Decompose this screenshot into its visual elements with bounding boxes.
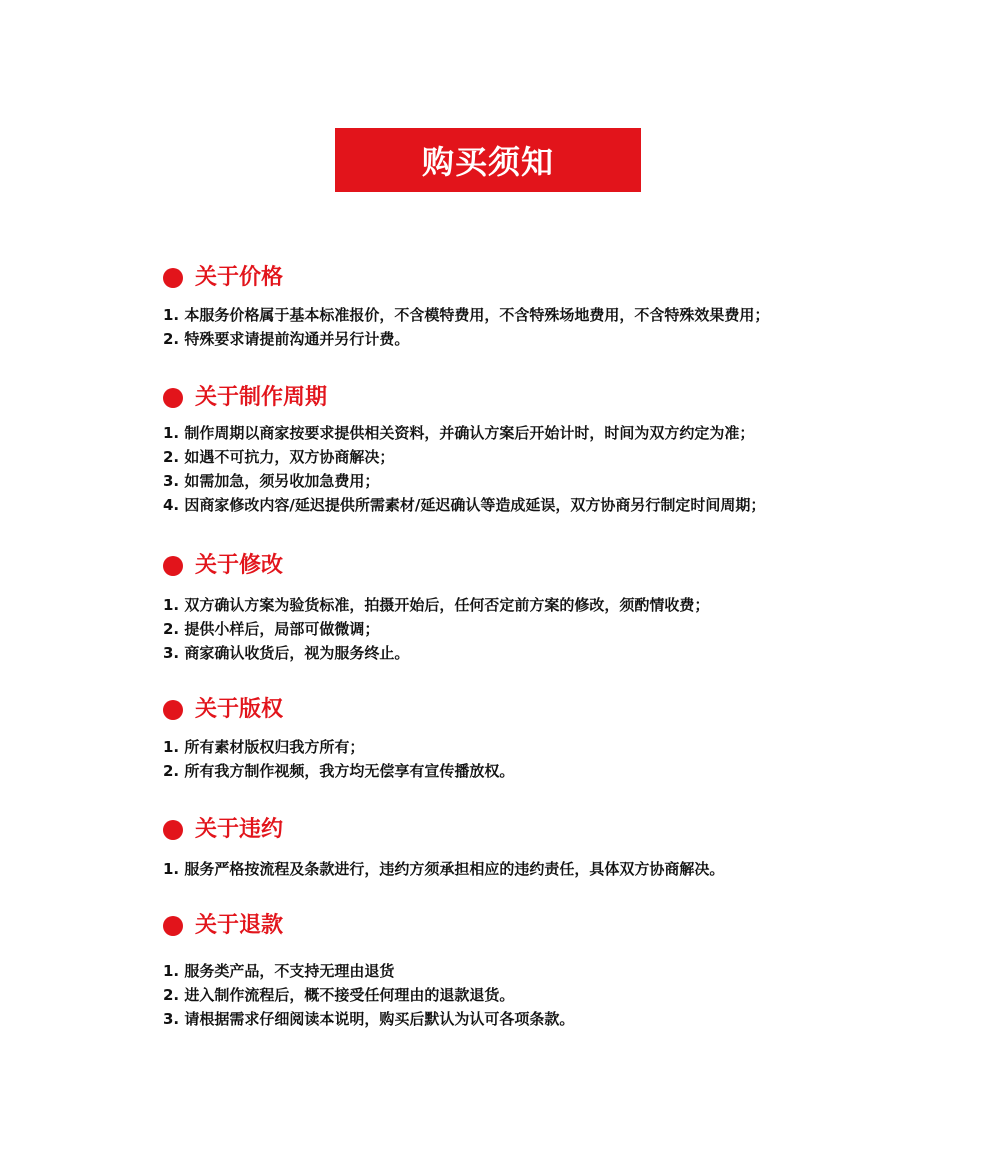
section-title: 关于价格 <box>195 265 284 290</box>
list-item: 3. 请根据需求仔细阅读本说明，购买后默认为认可各项条款。 <box>163 1010 575 1028</box>
section-header <box>163 551 923 581</box>
section-price <box>163 263 923 351</box>
list-item: 3. 商家确认收货后，视为服务终止。 <box>163 644 410 662</box>
list-item: 1. 服务严格按流程及条款进行，违约方须承担相应的违约责任，具体双方协商解决。 <box>163 860 725 878</box>
section-header <box>163 911 923 941</box>
section-refund <box>163 911 923 1031</box>
list-item: 1. 服务类产品，不支持无理由退货 <box>163 962 395 980</box>
section-header <box>163 695 923 725</box>
list-item: 1. 制作周期以商家按要求提供相关资料，并确认方案后开始计时，时间为双方约定为准； <box>163 424 755 442</box>
list-item: 2. 进入制作流程后，概不接受任何理由的退款退货。 <box>163 986 515 1004</box>
list-item: 1. 双方确认方案为验货标准，拍摄开始后，任何否定前方案的修改，须酌情收费； <box>163 596 710 614</box>
section-title: 关于修改 <box>195 553 284 578</box>
bullet-dot-icon <box>163 916 183 936</box>
section-title: 关于退款 <box>195 913 284 938</box>
list-item: 4. 因商家修改内容/延迟提供所需素材/延迟确认等造成延误，双方协商另行制定时间周期； <box>163 496 766 514</box>
section-list <box>163 421 923 517</box>
section-list <box>163 593 923 665</box>
page-title: 购买须知 <box>421 143 554 181</box>
list-item: 2. 所有我方制作视频，我方均无偿享有宣传播放权。 <box>163 762 515 780</box>
bullet-dot-icon <box>163 268 183 288</box>
section-header <box>163 383 923 413</box>
section-production-cycle <box>163 383 923 517</box>
list-item: 3. 如需加急，须另收加急费用； <box>163 472 380 490</box>
section-title: 关于制作周期 <box>195 385 328 410</box>
section-list <box>163 857 923 881</box>
list-item: 1. 本服务价格属于基本标准报价，不含模特费用，不含特殊场地费用，不含特殊效果费用； <box>163 306 770 324</box>
section-list <box>163 959 923 1031</box>
bullet-dot-icon <box>163 556 183 576</box>
bullet-dot-icon <box>163 820 183 840</box>
section-header <box>163 815 923 845</box>
title-banner <box>335 128 641 192</box>
bullet-dot-icon <box>163 700 183 720</box>
section-breach <box>163 815 923 881</box>
list-item: 1. 所有素材版权归我方所有； <box>163 738 365 756</box>
list-item: 2. 如遇不可抗力，双方协商解决； <box>163 448 395 466</box>
section-list <box>163 303 923 351</box>
section-copyright <box>163 695 923 783</box>
list-item: 2. 提供小样后，局部可做微调； <box>163 620 380 638</box>
section-header <box>163 263 923 293</box>
section-title: 关于违约 <box>195 817 284 842</box>
section-title: 关于版权 <box>195 697 284 722</box>
bullet-dot-icon <box>163 388 183 408</box>
section-list <box>163 735 923 783</box>
section-modification <box>163 551 923 665</box>
list-item: 2. 特殊要求请提前沟通并另行计费。 <box>163 330 410 348</box>
